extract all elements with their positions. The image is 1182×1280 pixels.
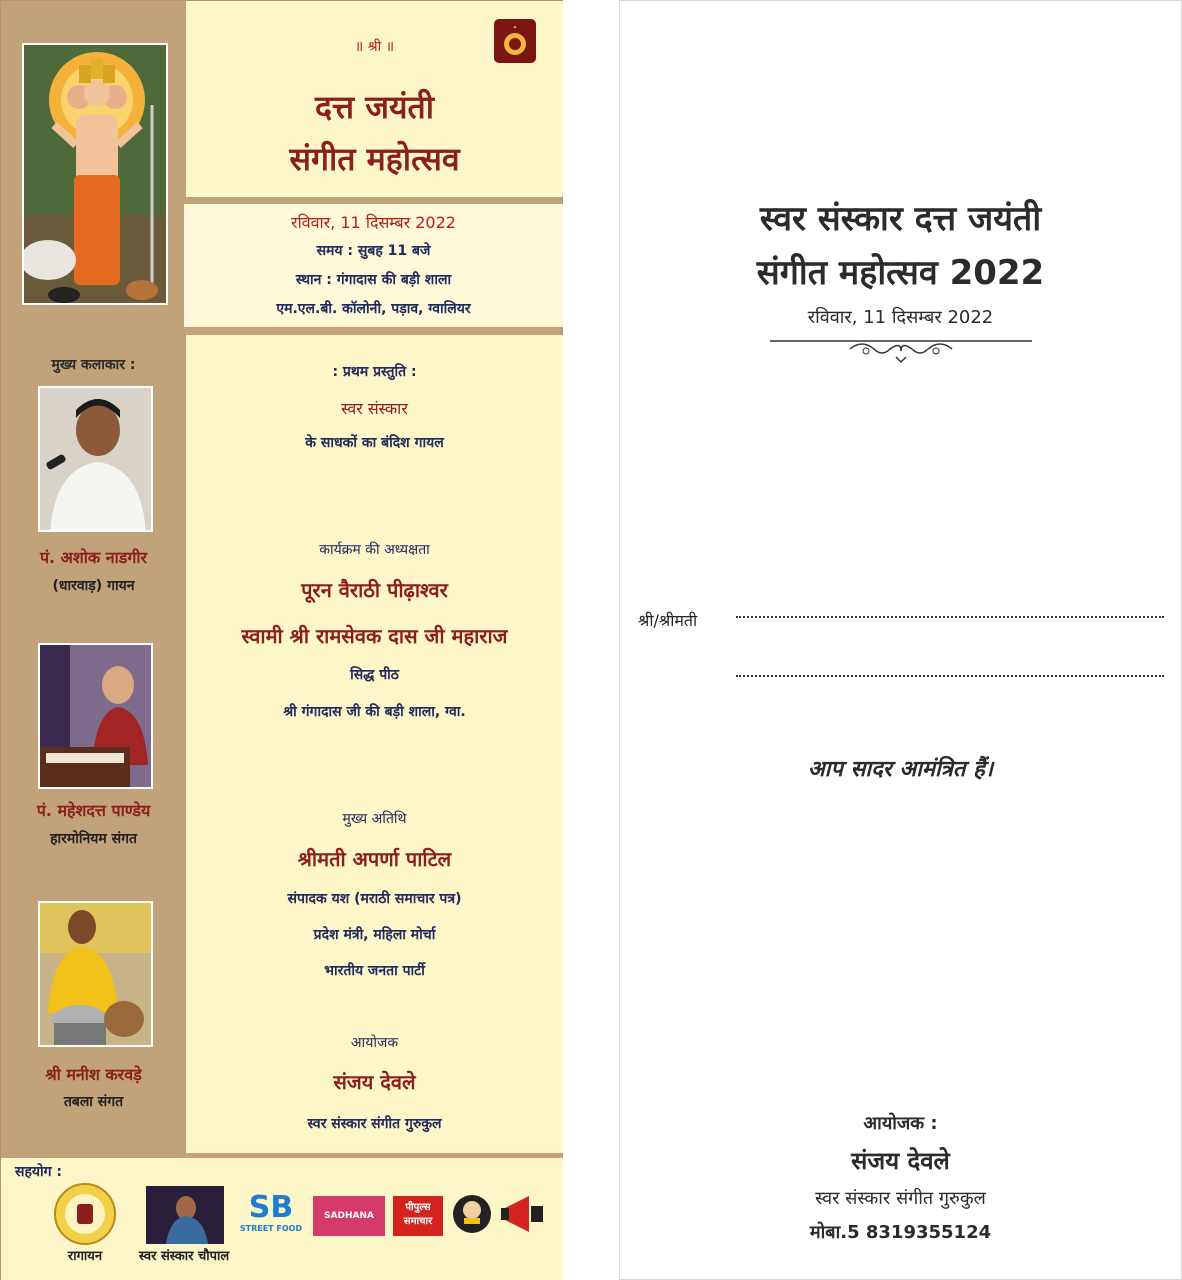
back-title-line-2: संगीत महोत्सव 2022: [756, 253, 1045, 293]
support-label: सहयोग :: [15, 1164, 62, 1180]
artist-photo-3: [38, 901, 153, 1047]
event-address: एम.एल.बी. कॉलोनी, पड़ाव, ग्वालियर: [276, 301, 471, 317]
first-performance-desc: के साधकों का बंदिश गायल: [305, 435, 444, 451]
chaupal-image: [146, 1186, 224, 1244]
first-performance-heading: : प्रथम प्रस्तुति :: [332, 364, 417, 380]
back-title-line-1: स्वर संस्कार दत्त जयंती: [759, 199, 1042, 239]
artist-photo-1: [38, 386, 153, 532]
shri-text: ॥ श्री ॥: [354, 39, 395, 55]
organizer-name: संजय देवले: [333, 1070, 416, 1094]
peoples-samachar-logo: पीपुल्स समाचार: [393, 1196, 443, 1236]
organizer-logo: [494, 19, 536, 63]
name-line-1[interactable]: [736, 616, 1164, 618]
presidency-line-4: श्री गंगादास जी की बड़ी शाला, ग्वा.: [283, 704, 466, 720]
presidency-line-3: सिद्ध पीठ: [350, 667, 399, 683]
event-time: समय : सुबह 11 बजे: [316, 243, 431, 259]
flourish-divider: [770, 337, 1032, 365]
name-line-2[interactable]: [736, 675, 1164, 677]
megaphone-icon: [499, 1192, 547, 1236]
ragayan-logo: [53, 1182, 117, 1246]
ragayan-label: रागायन: [67, 1249, 103, 1264]
date-venue-panel: [184, 204, 563, 327]
artist-photo-2: [38, 643, 153, 789]
sponsors-panel: [1, 1158, 563, 1280]
guest-line-2: प्रदेश मंत्री, महिला मोर्चा: [313, 927, 436, 943]
back-date: रविवार, 11 दिसम्बर 2022: [807, 307, 994, 328]
guest-line-1: संपादक यश (मराठी समाचार पत्र): [287, 891, 462, 907]
title-line-1: दत्त जयंती: [314, 88, 435, 126]
guest-name: श्रीमती अपर्णा पाटिल: [297, 847, 452, 871]
invitation-back-card: [619, 0, 1182, 1280]
guest-heading: मुख्य अतिथि: [342, 811, 407, 827]
invite-text: आप सादर आमंत्रित हैं।: [807, 757, 994, 782]
program-panel: [186, 335, 563, 1153]
chaupal-label: स्वर संस्कार चौपाल: [138, 1249, 230, 1264]
back-organizer-name: संजय देवले: [851, 1147, 950, 1175]
sb-street-food-logo: SB STREET FOOD: [239, 1190, 303, 1233]
artist-3-role: तबला संगत: [63, 1094, 124, 1110]
presidency-line-1: पूरन वैराठी पीढ़ाश्वर: [301, 578, 448, 602]
presidency-line-2: स्वामी श्री रामसेवक दास जी महाराज: [241, 624, 508, 648]
sadhana-logo: SADHANA: [313, 1196, 385, 1236]
artist-3-name: श्री मनीश करवड़े: [45, 1065, 142, 1084]
event-venue: स्थान : गंगादास की बड़ी शाला: [295, 272, 452, 288]
artists-heading: मुख्य कलाकार :: [51, 357, 136, 373]
artist-2-name: पं. महेशदत्त पाण्डेय: [36, 801, 151, 820]
organizer-org: स्वर संस्कार संगीत गुरुकुल: [307, 1116, 442, 1132]
salutation-label: श्री/श्रीमती: [638, 611, 698, 630]
artist-1-role: (धारवाड़) गायन: [52, 578, 135, 594]
presidency-heading: कार्यक्रम की अध्यक्षता: [319, 542, 430, 558]
deity-image: [22, 43, 168, 305]
title-line-2: संगीत महोत्सव: [289, 140, 460, 178]
first-performance-name: स्वर संस्कार: [341, 399, 408, 418]
back-organizer-label: आयोजक :: [863, 1113, 938, 1134]
back-mobile: मोबा.5 8319355124: [809, 1222, 992, 1243]
back-organizer-org: स्वर संस्कार संगीत गुरुकुल: [815, 1188, 986, 1209]
caricature-logo: [452, 1194, 492, 1234]
artist-2-role: हारमोनियम संगत: [50, 831, 137, 847]
event-date: रविवार, 11 दिसम्बर 2022: [291, 213, 456, 232]
svg-text:✦: ✦: [512, 25, 518, 31]
artist-1-name: पं. अशोक नाडगीर: [39, 548, 148, 567]
invitation-front-card: [0, 0, 563, 1280]
guest-line-3: भारतीय जनता पार्टी: [324, 963, 425, 979]
organizer-heading: आयोजक: [350, 1035, 399, 1051]
